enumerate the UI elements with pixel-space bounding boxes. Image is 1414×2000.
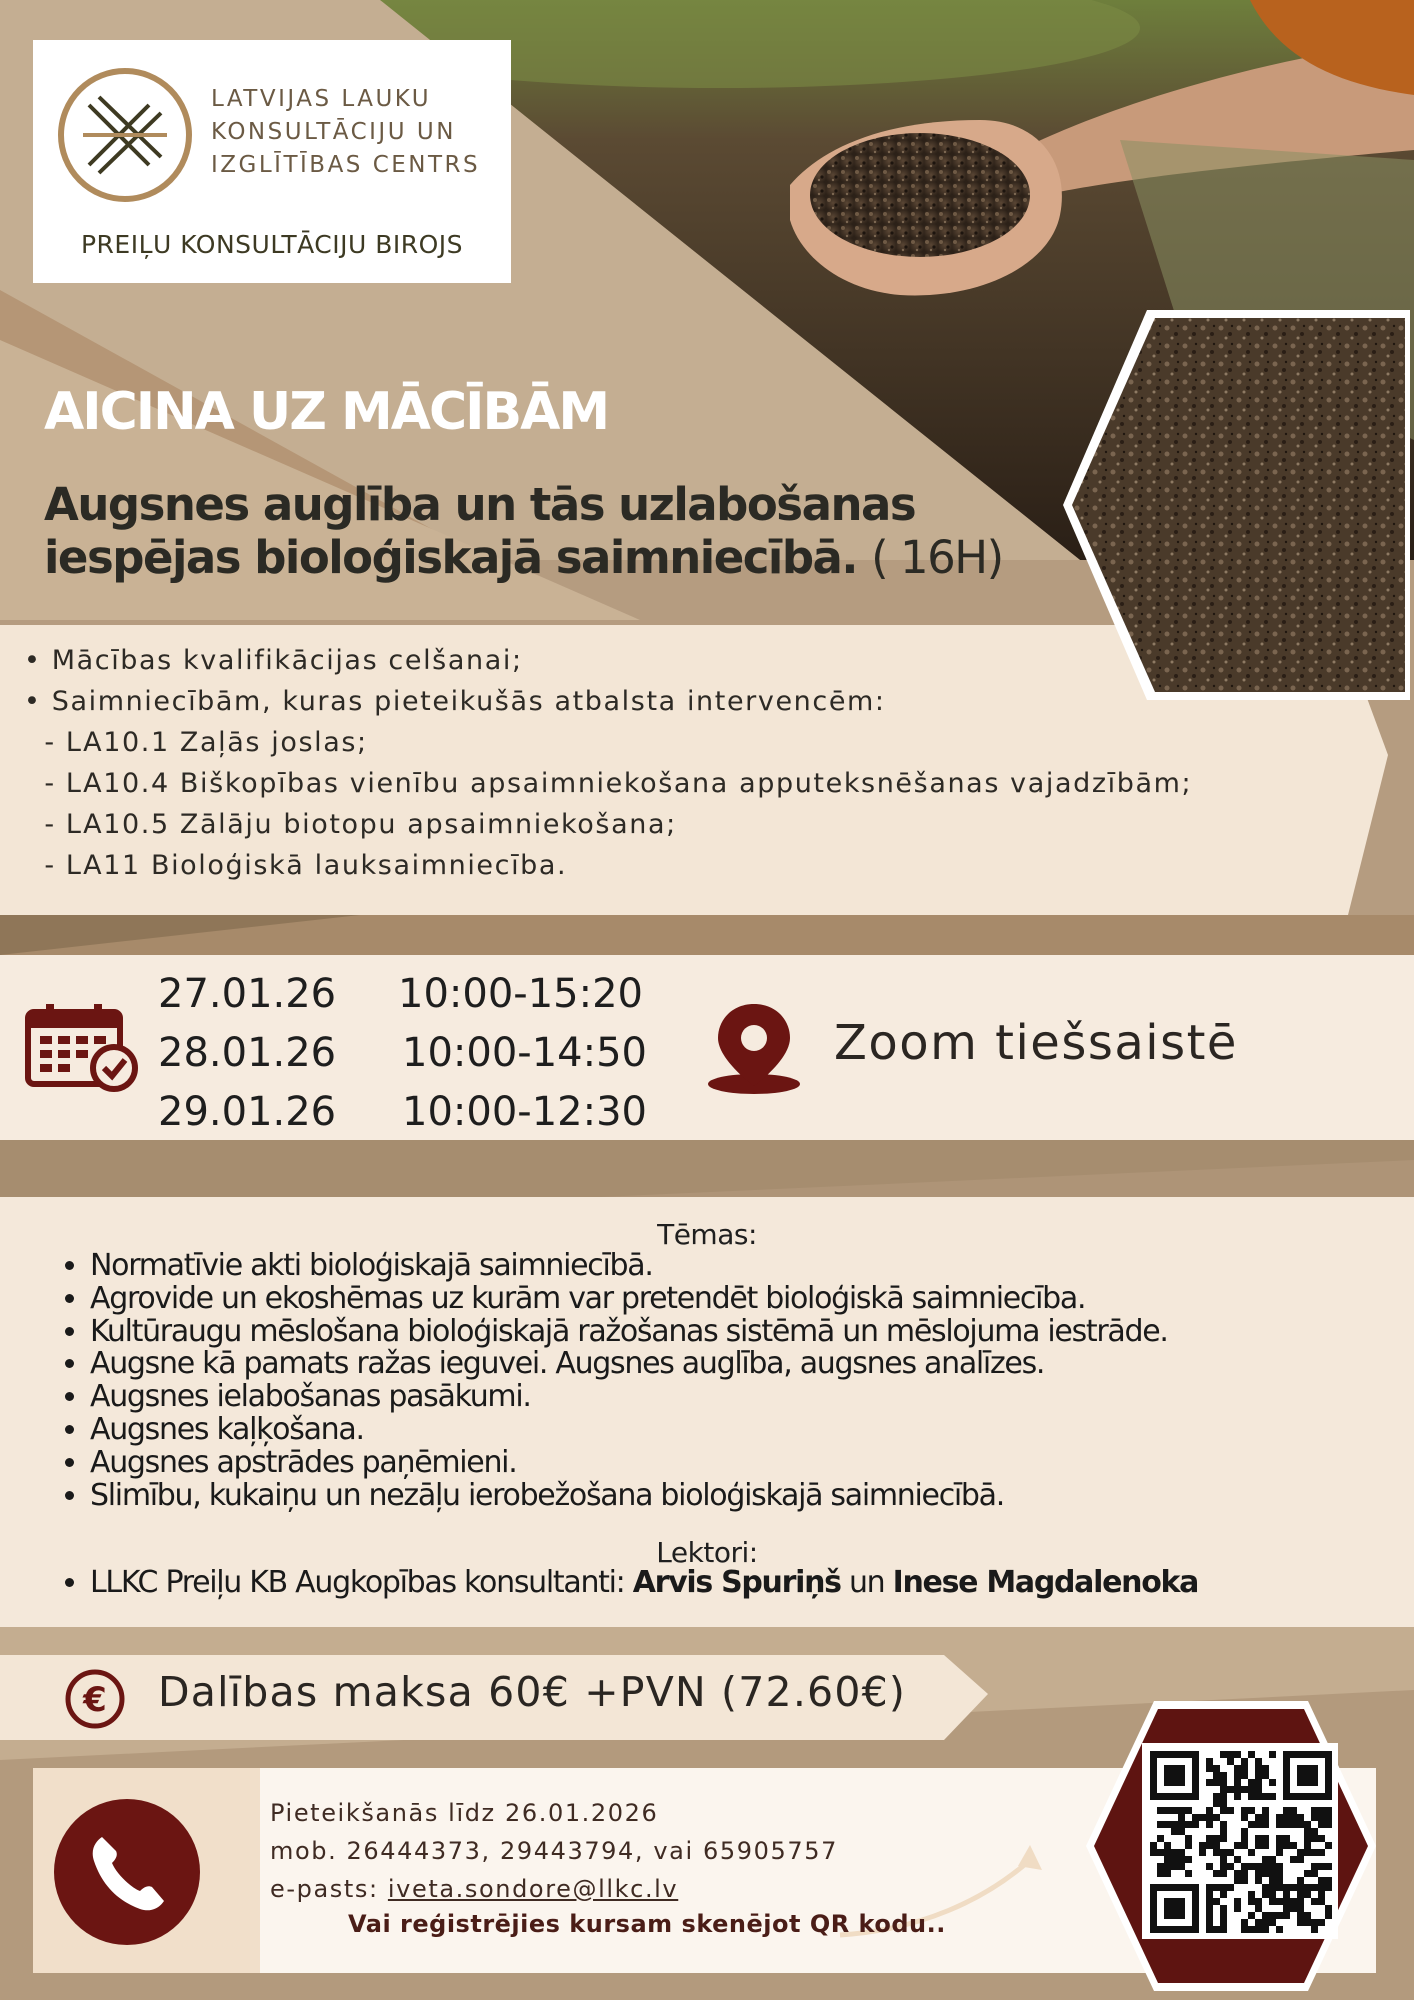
list-item: • Agrovide un ekoshēmas uz kurām var pretendēt bioloģiskā saimniecība. bbox=[90, 1283, 1168, 1316]
organization-name bbox=[211, 83, 480, 182]
org-name-line: IZGLĪTĪBAS CENTRS bbox=[211, 152, 481, 178]
invitation-heading: AICINA UZ MĀCĪBĀM bbox=[44, 382, 609, 442]
list-item: • Slimību, kukaiņu un nezāļu ierobežošana bioloģiskajā saimniecībā. bbox=[90, 1480, 1168, 1513]
contact-info bbox=[270, 1794, 838, 1908]
email-link[interactable]: iveta.sondore@llkc.lv bbox=[387, 1875, 679, 1903]
list-item: - LA11 Bioloģiskā lauksaimniecība. bbox=[24, 850, 568, 881]
phone-numbers: mob. 26444373, 29443794, vai 65905757 bbox=[270, 1837, 838, 1865]
list-item: - LA10.5 Zālāju biotopu apsaimniekošana; bbox=[24, 809, 677, 840]
topics-heading: Tēmas: bbox=[657, 1218, 757, 1251]
calendar-check-icon bbox=[24, 1002, 140, 1092]
eligibility-list bbox=[24, 640, 1192, 886]
schedule-date: 27.01.26 bbox=[158, 971, 337, 1017]
schedule-time: 10:00-15:20 bbox=[398, 971, 643, 1017]
list-item bbox=[90, 1566, 1198, 1600]
course-hours: ( 16H) bbox=[871, 531, 1003, 584]
lecturers-list bbox=[62, 1566, 1198, 1600]
lecturer-name: Inese Magdalenoka bbox=[892, 1565, 1199, 1600]
lecturer-name: Arvis Spuriņš bbox=[632, 1565, 841, 1600]
list-item: • Augsnes ielabošanas pasākumi. bbox=[90, 1381, 1168, 1414]
list-item: • Mācības kvalifikācijas celšanai; bbox=[24, 645, 523, 676]
list-item: - LA10.4 Biškopības vienību apsaimniekošana apputeksnēšanas vajadzībām; bbox=[24, 768, 1193, 799]
course-title-text: Augsnes auglība un tās uzlabošanas iespējas bioloģiskajā saimniecībā. bbox=[44, 478, 916, 584]
email-row bbox=[270, 1870, 838, 1908]
organization-logo bbox=[33, 40, 511, 283]
list-item: - LA10.1 Zaļās joslas; bbox=[24, 727, 368, 758]
euro-icon bbox=[64, 1668, 126, 1730]
registration-deadline: Pieteikšanās līdz 26.01.2026 bbox=[270, 1799, 659, 1827]
phone-icon bbox=[52, 1797, 202, 1947]
schedule-dates bbox=[158, 965, 336, 1142]
list-item: • Saimniecībām, kuras pieteikušās atbalsta intervencēm: bbox=[24, 686, 886, 717]
schedule-time: 10:00-14:50 bbox=[402, 1030, 647, 1076]
org-name-line: LATVIJAS LAUKU bbox=[211, 86, 432, 112]
schedule-date: 28.01.26 bbox=[158, 1030, 337, 1076]
course-title bbox=[44, 478, 1004, 584]
crossed-sticks-ring-logo bbox=[55, 65, 195, 205]
topics-list bbox=[62, 1250, 1168, 1512]
participation-fee: Dalības maksa 60€ +PVN (72.60€) bbox=[158, 1668, 907, 1716]
office-name: PREIĻU KONSULTĀCIJU BIROJS bbox=[80, 230, 464, 259]
list-item: • Augsnes kaļķošana. bbox=[90, 1414, 1168, 1447]
email-label: e-pasts: bbox=[270, 1875, 388, 1903]
list-item: • Kultūraugu mēslošana bioloģiskajā ražošanas sistēmā un mēslojuma iestrāde. bbox=[90, 1316, 1168, 1349]
schedule-date: 29.01.26 bbox=[158, 1089, 337, 1135]
qr-instruction: Vai reģistrējies kursam skenējot QR kodu.. bbox=[348, 1910, 946, 1938]
qr-code[interactable] bbox=[1082, 1697, 1380, 1995]
list-item: • Augsne kā pamats ražas ieguvei. Augsnes auglība, augsnes analīzes. bbox=[90, 1348, 1168, 1381]
list-item: • Normatīvie akti bioloģiskajā saimniecībā. bbox=[90, 1250, 1168, 1283]
lecturers-joiner: un bbox=[840, 1565, 893, 1600]
location-pin-icon bbox=[704, 1002, 804, 1098]
list-item: • Augsnes apstrādes paņēmieni. bbox=[90, 1447, 1168, 1480]
schedule-time: 10:00-12:30 bbox=[402, 1089, 647, 1135]
location-text: Zoom tiešsaistē bbox=[834, 1015, 1238, 1071]
org-name-line: KONSULTĀCIJU UN bbox=[211, 119, 456, 145]
lecturers-prefix: LLKC Preiļu KB Augkopības konsultanti: bbox=[90, 1565, 633, 1600]
schedule-times bbox=[398, 965, 647, 1142]
svg-text:€: € bbox=[83, 1680, 107, 1720]
lecturers-heading: Lektori: bbox=[656, 1536, 758, 1569]
